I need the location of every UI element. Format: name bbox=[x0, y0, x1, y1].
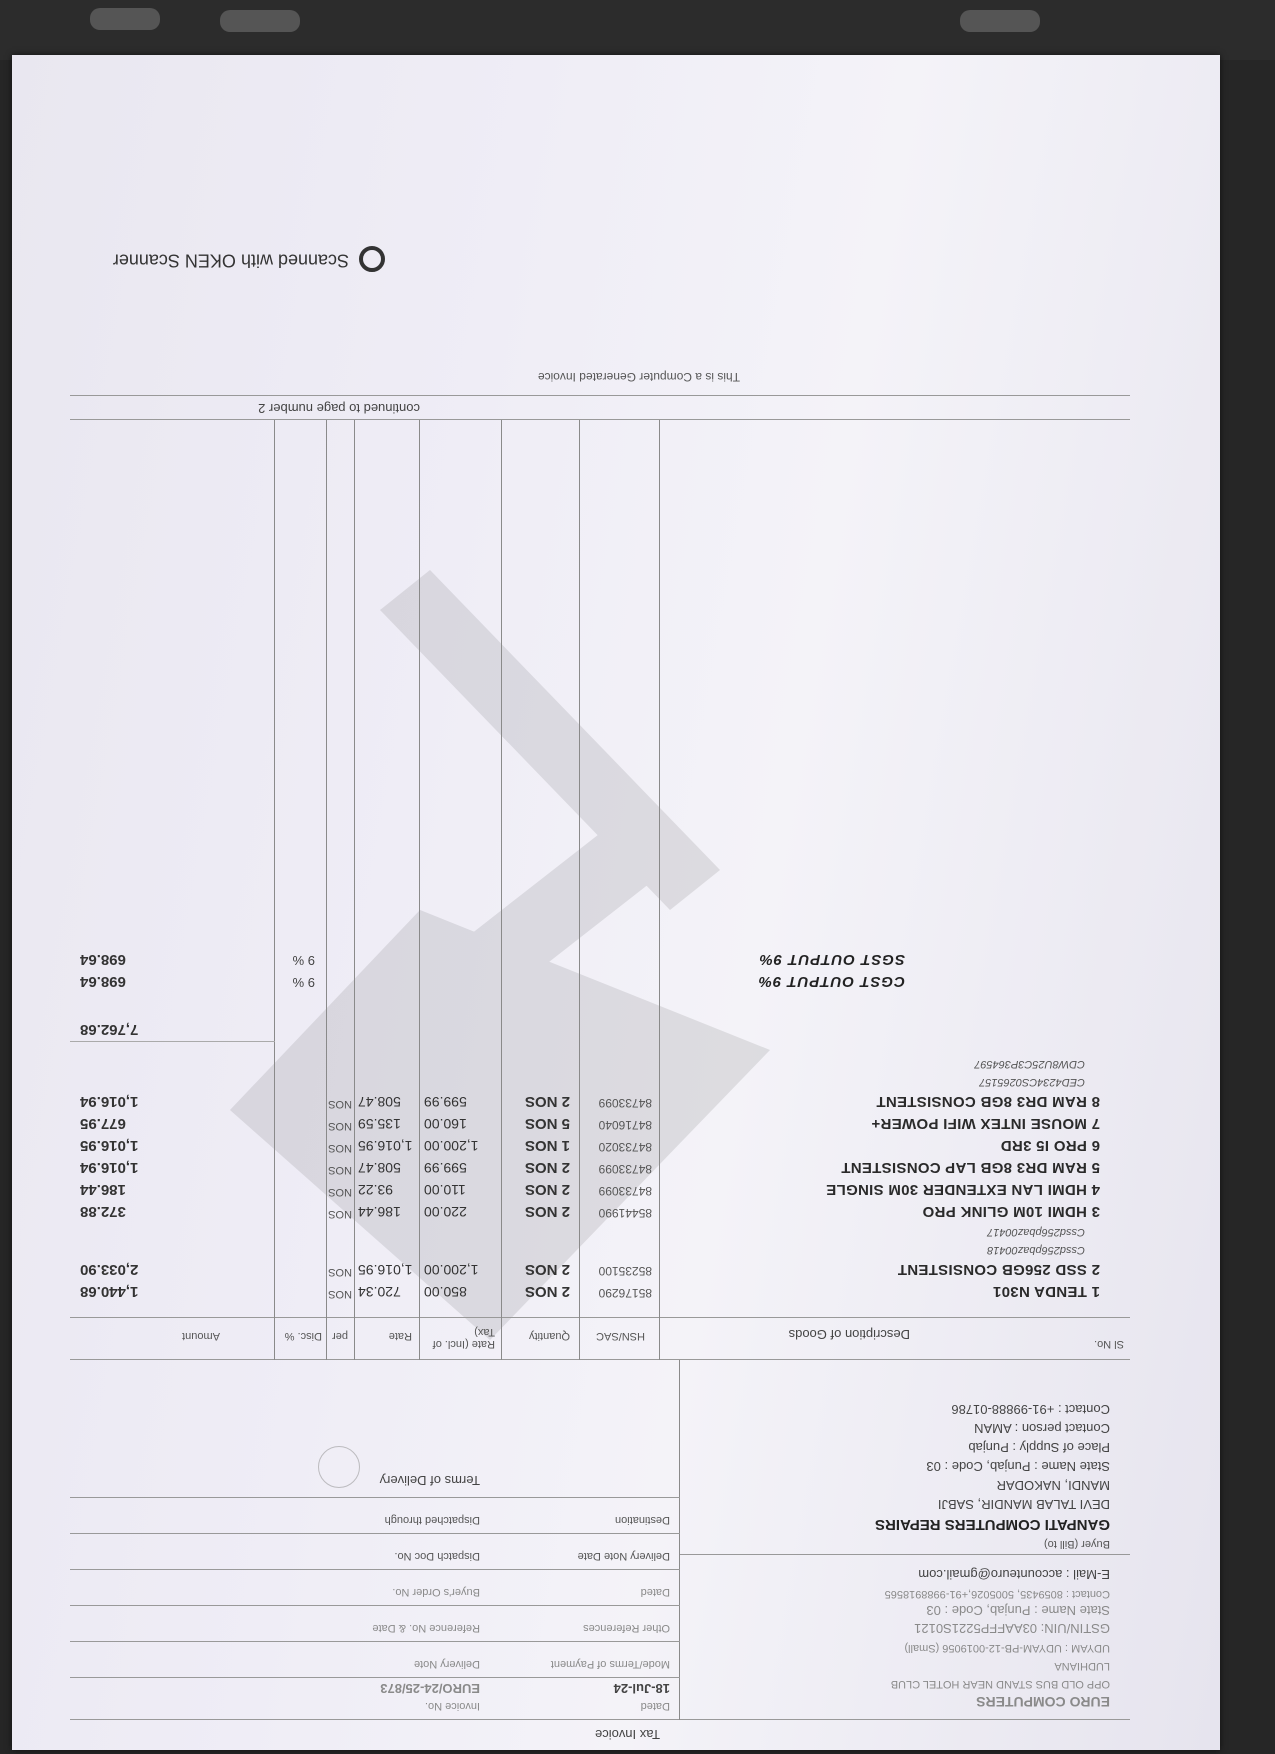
title-rule bbox=[70, 1719, 1130, 1720]
buyer-address-2: MANDI, NAKODAR bbox=[996, 1478, 1110, 1493]
col-rule-amount bbox=[274, 420, 275, 1360]
item-amount: 372.88 bbox=[80, 1203, 126, 1220]
col-header-amount: Amount bbox=[182, 1330, 220, 1342]
col-header-disc: Disc. % bbox=[284, 1330, 322, 1342]
sgst-rate-unit: % bbox=[292, 953, 305, 968]
item-quantity: 2 NOS bbox=[524, 1159, 570, 1176]
grid-rule-2 bbox=[70, 1641, 680, 1642]
item-rate-incl: 850.00 bbox=[424, 1284, 467, 1300]
stamp-circle bbox=[318, 1446, 360, 1488]
item-amount: 677.95 bbox=[80, 1115, 126, 1132]
buyers-order-label: Buyer's Order No. bbox=[392, 1586, 480, 1598]
buyer-state: State Name : Punjab, Code : 03 bbox=[926, 1459, 1110, 1474]
item-hsn: 84733099 bbox=[598, 1162, 652, 1176]
item-per: NOS bbox=[328, 1186, 352, 1198]
invoice-page bbox=[12, 55, 1220, 1750]
computer-generated-note: This is a Computer Generated Invoice bbox=[537, 370, 740, 384]
item-per: NOS bbox=[328, 1142, 352, 1154]
other-refs-label: Other References bbox=[583, 1622, 670, 1634]
item-per: NOS bbox=[328, 1098, 352, 1110]
item-rate: 93.22 bbox=[358, 1182, 394, 1198]
seller-gstin: GSTIN/UIN: 03AAFFP5221S0121 bbox=[914, 1621, 1110, 1636]
item-quantity: 2 NOS bbox=[524, 1283, 570, 1300]
dispatched-through-label: Dispatched through bbox=[384, 1514, 480, 1526]
item-per: NOS bbox=[328, 1288, 352, 1300]
col-header-description: Description of Goods bbox=[788, 1327, 910, 1342]
item-hsn: 85176290 bbox=[598, 1286, 652, 1300]
item-amount: 1,016.95 bbox=[80, 1137, 139, 1154]
item-quantity: 2 NOS bbox=[524, 1181, 570, 1198]
col-rule-rate bbox=[419, 420, 420, 1360]
col-header-rate: Rate bbox=[388, 1330, 412, 1342]
subtotal-amount: 7,762.68 bbox=[80, 1021, 139, 1038]
col-rule-hsn bbox=[659, 420, 660, 1360]
item-serial: Cssd256pbaz00418 bbox=[987, 1244, 1085, 1256]
item-quantity: 2 NOS bbox=[524, 1261, 570, 1278]
delivery-note-label: Delivery Note bbox=[413, 1658, 480, 1670]
cgst-rate bbox=[293, 975, 315, 990]
table-bottom-rule bbox=[70, 419, 1130, 420]
seller-contact: Contact : 8059435, 5005026,+91-9988918565 bbox=[884, 1588, 1110, 1600]
item-rate: 1,016.95 bbox=[358, 1138, 413, 1154]
scanner-watermark bbox=[113, 246, 385, 272]
seller-email: E-Mail : accounteuro@gmail.com bbox=[918, 1567, 1110, 1582]
item-rate: 720.34 bbox=[358, 1284, 401, 1300]
item-hsn: 84733099 bbox=[598, 1096, 652, 1110]
watermark-logo bbox=[150, 570, 850, 1470]
dated-value: 18-Jul-24 bbox=[613, 1681, 670, 1696]
item-serial: CDW8U25C3P364597 bbox=[974, 1058, 1085, 1070]
invoice-no-value: EURO/24-25/873 bbox=[380, 1681, 480, 1696]
item-per: NOS bbox=[328, 1164, 352, 1176]
col-header-per: per bbox=[332, 1330, 348, 1342]
item-rate-incl: 220.00 bbox=[424, 1204, 467, 1220]
grid-rule-5 bbox=[70, 1533, 680, 1534]
item-description: 2 SSD 256GB CONSISTENT bbox=[897, 1261, 1100, 1278]
item-amount: 1,016.94 bbox=[80, 1093, 139, 1110]
buyer-name: GANPATI COMPUTERS REPAIRS bbox=[874, 1516, 1110, 1533]
cgst-amount: 698.64 bbox=[80, 973, 126, 990]
item-rate: 135.59 bbox=[358, 1116, 401, 1132]
item-quantity: 2 NOS bbox=[524, 1203, 570, 1220]
item-description: 1 TENDA N301 bbox=[992, 1283, 1100, 1300]
item-description: 4 HDMI LAN EXTENDER 30M SINGLE bbox=[825, 1181, 1100, 1198]
table-header-rule bbox=[70, 1317, 1130, 1318]
item-serial: Cssd256pbaz00417 bbox=[987, 1226, 1085, 1238]
dispatch-doc-label: Dispatch Doc No. bbox=[394, 1550, 480, 1562]
item-rate-incl: 1,200.00 bbox=[424, 1262, 479, 1278]
cgst-rate-unit: % bbox=[292, 975, 305, 990]
seller-state: State Name : Punjab, Code : 03 bbox=[926, 1603, 1110, 1618]
delivery-note-date-label: Delivery Note Date bbox=[577, 1550, 670, 1562]
sgst-amount: 698.64 bbox=[80, 951, 126, 968]
terms-delivery-label: Terms of Delivery bbox=[379, 1473, 480, 1488]
grid-rule-3 bbox=[70, 1605, 680, 1606]
buyer-contact: Contact : +91-99888-01786 bbox=[951, 1402, 1110, 1417]
item-rate: 186.44 bbox=[358, 1204, 401, 1220]
destination-label: Destination bbox=[614, 1514, 670, 1526]
dated-label: Dated bbox=[640, 1700, 670, 1712]
item-per: NOS bbox=[328, 1120, 352, 1132]
item-hsn: 84733099 bbox=[598, 1184, 652, 1198]
footer-rule bbox=[70, 395, 1130, 396]
item-hsn: 84733020 bbox=[598, 1140, 652, 1154]
item-rate-incl: 160.00 bbox=[424, 1116, 467, 1132]
grid-rule-6 bbox=[70, 1497, 680, 1498]
buyer-rule bbox=[680, 1554, 1130, 1555]
item-per: NOS bbox=[328, 1208, 352, 1220]
item-hsn: 85235100 bbox=[598, 1264, 652, 1278]
item-description: 3 HDMI 10M GLINK PRO bbox=[922, 1203, 1100, 1220]
invoice-doc-title: Tax Invoice bbox=[594, 1727, 660, 1742]
seller-city: LUDHIANA bbox=[1054, 1660, 1110, 1672]
sgst-rate bbox=[293, 953, 315, 968]
item-quantity: 5 NOS bbox=[524, 1115, 570, 1132]
col-rule-per bbox=[354, 420, 355, 1360]
buyer-place-of-supply: Place of Supply : Punjab bbox=[968, 1440, 1110, 1455]
item-description: 8 RAM DR3 8GB CONSISTENT bbox=[876, 1093, 1100, 1110]
scanner-logo-icon bbox=[359, 246, 385, 272]
item-amount: 1,016.94 bbox=[80, 1159, 139, 1176]
subtotal-rule bbox=[70, 1041, 275, 1042]
sgst-rate-value: 9 bbox=[307, 953, 315, 968]
seller-address: OPP OLD BUS STAND NEAR HOTEL CLUB bbox=[890, 1678, 1110, 1690]
sgst-label: SGST OUTPUT 9% bbox=[758, 951, 905, 968]
item-quantity: 1 NOS bbox=[524, 1137, 570, 1154]
item-rate-incl: 599.99 bbox=[424, 1160, 467, 1176]
seller-name: EURO COMPUTERS bbox=[976, 1694, 1110, 1710]
mode-terms-label: Mode/Terms of Payment bbox=[550, 1658, 670, 1670]
item-serial: CED4234CS0265157 bbox=[979, 1076, 1085, 1088]
item-rate-incl: 599.99 bbox=[424, 1094, 467, 1110]
grid-rule-1 bbox=[70, 1677, 680, 1678]
col-header-hsn: HSN/SAC bbox=[596, 1330, 645, 1342]
binder-ring-left bbox=[90, 8, 160, 30]
item-hsn: 84716040 bbox=[598, 1118, 652, 1132]
grid-rule-4 bbox=[70, 1569, 680, 1570]
item-quantity: 2 NOS bbox=[524, 1093, 570, 1110]
item-hsn: 85441990 bbox=[598, 1206, 652, 1220]
invoice-no-label: Invoice No. bbox=[424, 1700, 480, 1712]
col-header-sl: Sl No. bbox=[1094, 1338, 1124, 1350]
item-rate: 508.47 bbox=[358, 1094, 401, 1110]
buyer-contact-person: Contact person : AMAN bbox=[974, 1421, 1110, 1436]
buyer-address-1: DEVI TALAB MANDIR, SABJI bbox=[937, 1497, 1110, 1512]
col-rule-disc bbox=[326, 420, 327, 1360]
binder-ring-center bbox=[220, 10, 300, 32]
item-amount: 2,033.90 bbox=[80, 1261, 139, 1278]
item-rate-incl: 1,200.00 bbox=[424, 1138, 479, 1154]
cgst-rate-value: 9 bbox=[307, 975, 315, 990]
table-top-rule bbox=[70, 1359, 1130, 1360]
continued-note: continued to page number 2 bbox=[258, 401, 420, 416]
item-rate: 508.47 bbox=[358, 1160, 401, 1176]
header-divider bbox=[679, 1360, 680, 1720]
col-header-rate-incl: Rate (Incl. of Tax) bbox=[432, 1326, 495, 1350]
item-description: 6 PRO I5 3RD bbox=[1000, 1137, 1100, 1154]
item-per: NOS bbox=[328, 1266, 352, 1278]
item-amount: 186.44 bbox=[80, 1181, 126, 1198]
item-description: 5 RAM DR3 8GB LAP CONSISTENT bbox=[841, 1159, 1100, 1176]
item-description: 7 MOUSE INTEX WIFI POWER+ bbox=[871, 1115, 1100, 1132]
scanner-text: Scanned with OKEN Scanner bbox=[112, 250, 349, 271]
buyer-label: Buyer (Bill to) bbox=[1043, 1538, 1110, 1550]
seller-udyam: UDYAM : UDYAM-PB-12-0019056 (Small) bbox=[904, 1642, 1110, 1654]
dated2-label: Dated bbox=[640, 1586, 670, 1598]
col-rule-qty bbox=[579, 420, 580, 1360]
item-rate-incl: 110.00 bbox=[424, 1182, 466, 1198]
item-amount: 1,440.68 bbox=[80, 1283, 139, 1300]
item-rate: 1,016.95 bbox=[358, 1262, 413, 1278]
binder-ring-right bbox=[960, 10, 1040, 32]
reference-label: Reference No. & Date bbox=[372, 1622, 480, 1634]
col-rule-rate-incl bbox=[501, 420, 502, 1360]
cgst-label: CGST OUTPUT 9% bbox=[757, 973, 905, 990]
col-header-quantity: Quantity bbox=[529, 1330, 570, 1342]
